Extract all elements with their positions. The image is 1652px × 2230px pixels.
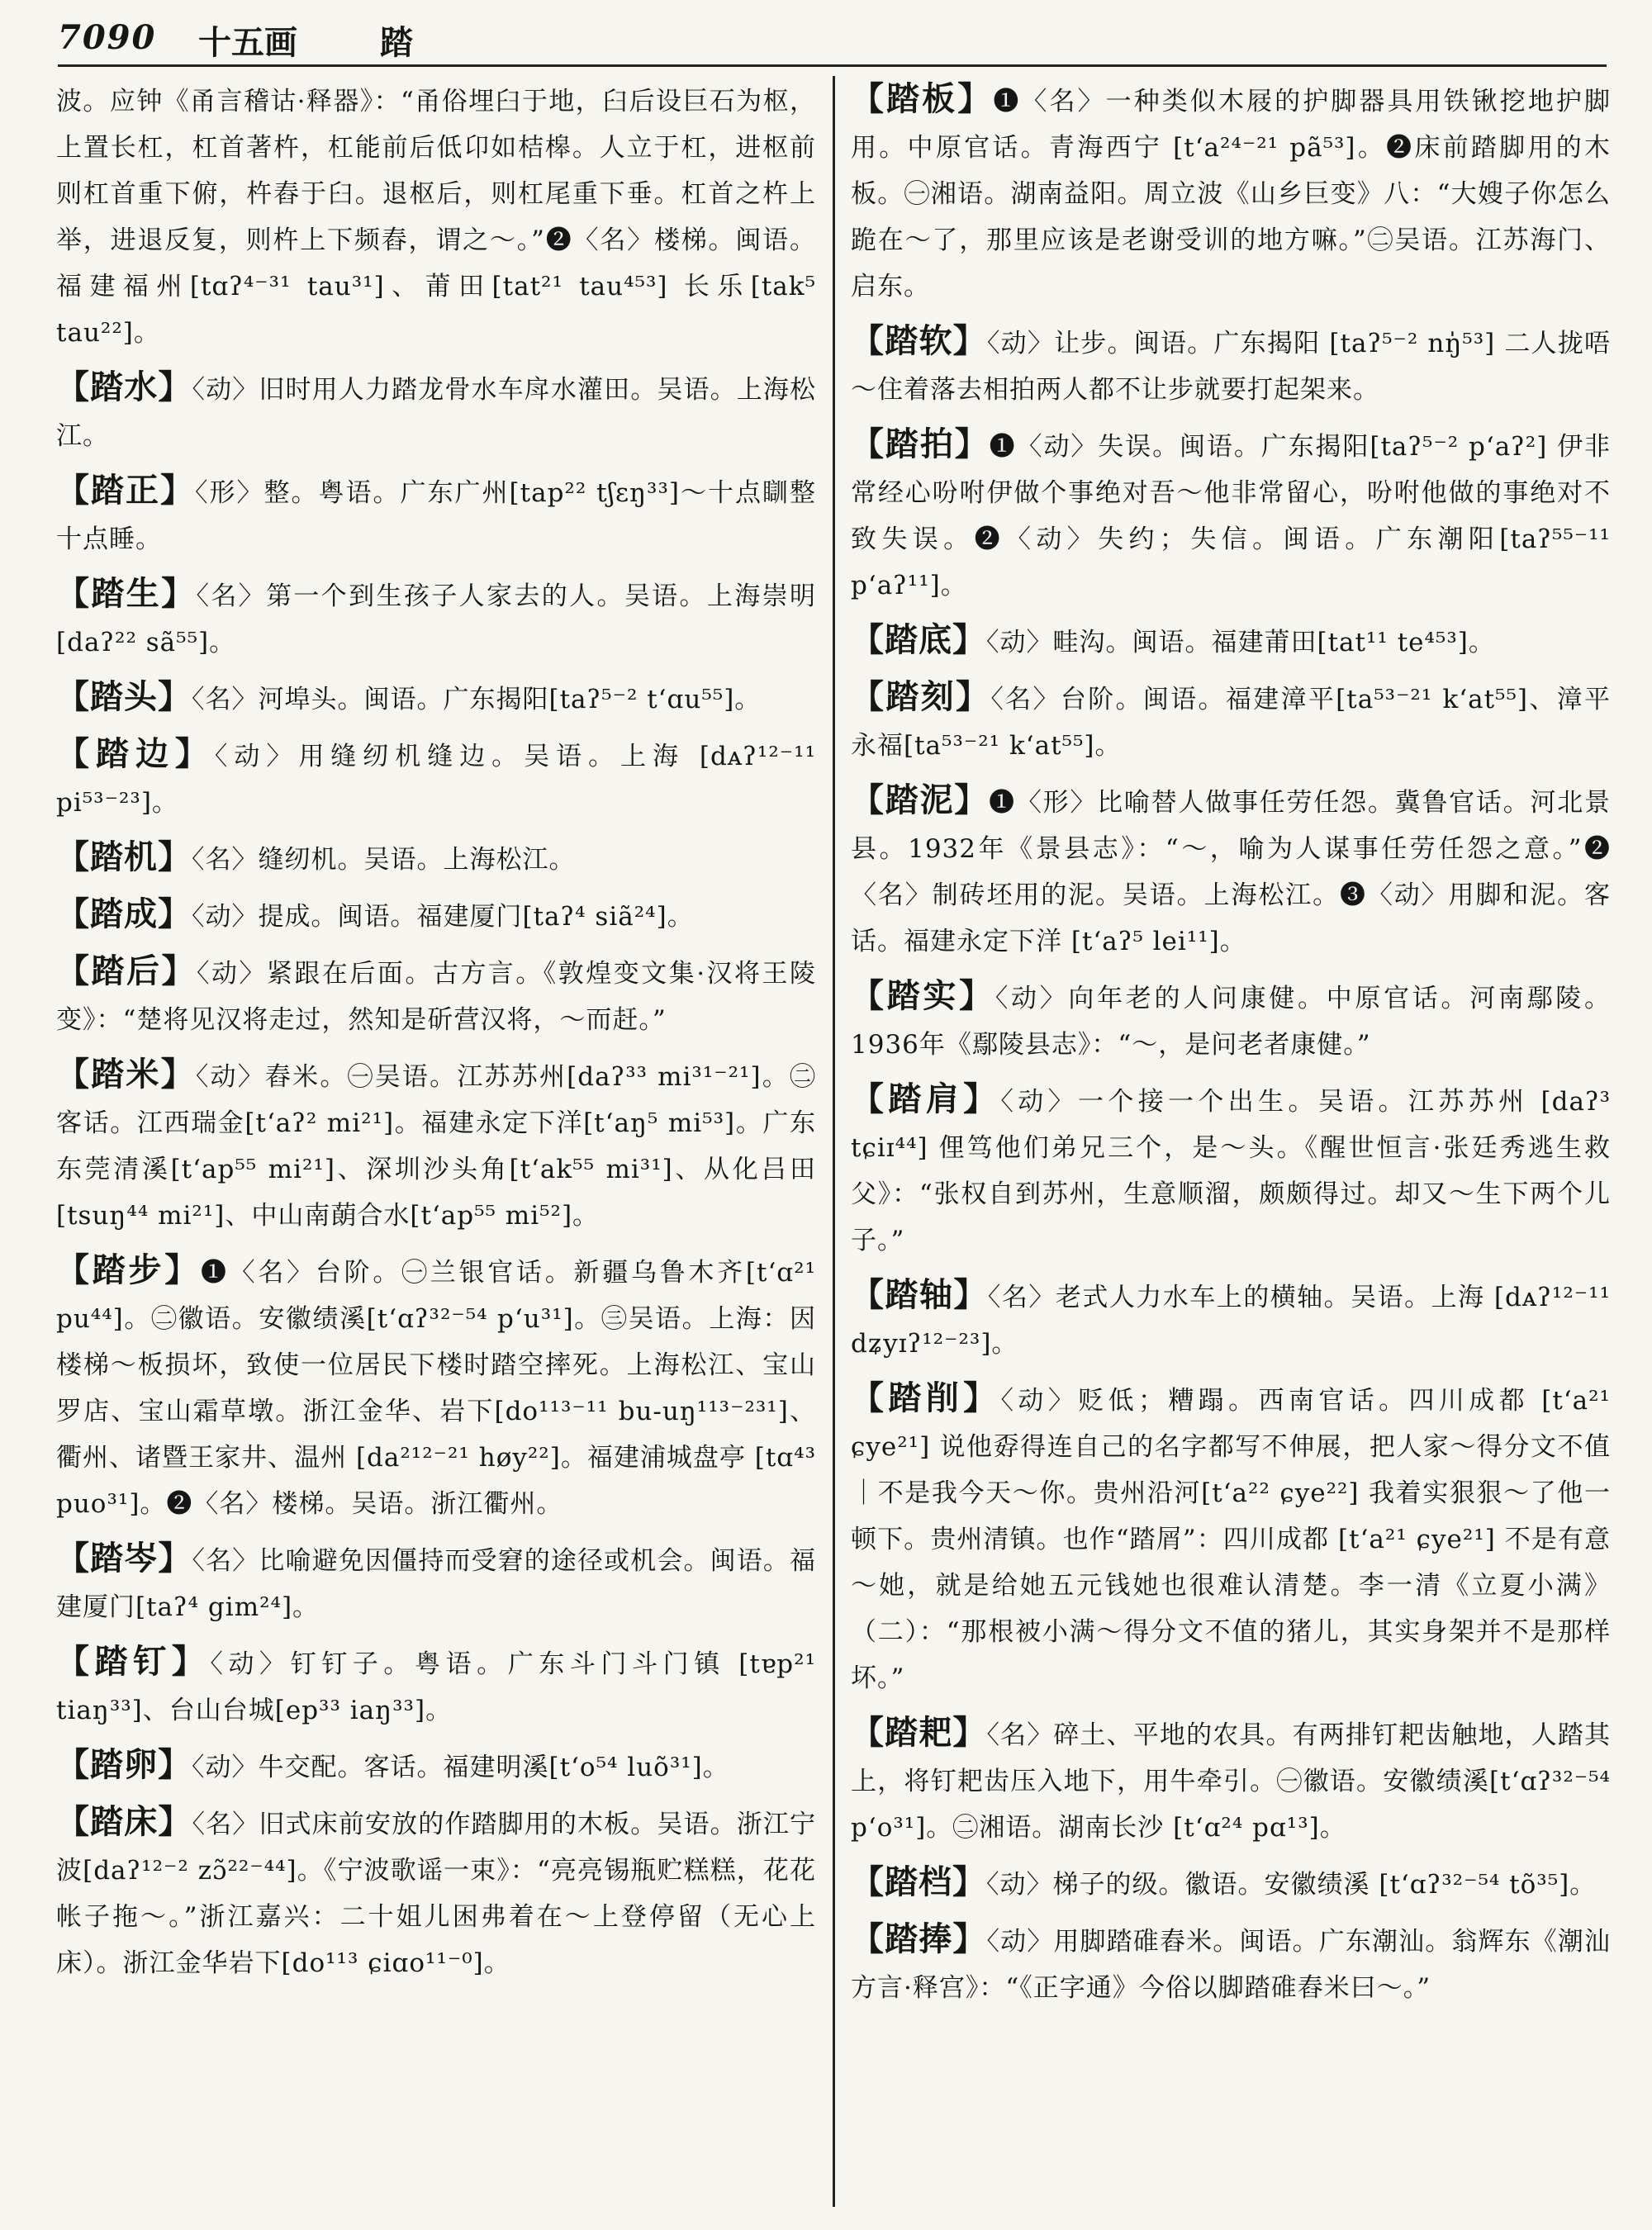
- entry: [56, 834, 816, 883]
- entry-headword: 【踏捧】: [851, 1919, 987, 1958]
- entry: [56, 948, 816, 1043]
- entry-text: 〈动〉用脚踏碓舂米。闽语。广东潮汕。翁辉东《潮汕方言·释宫》：“《正字通》今俗以脚踏碓舂米曰～。”: [851, 1927, 1611, 2003]
- entry-headword: 【踏拍】: [851, 425, 990, 463]
- entry-text: ❶〈名〉一种类似木屐的护脚器具用铁锹挖地护脚用。中原官话。青海西宁 [t‘a²⁴⁻²¹ pã⁵³]。❷床前踏脚用的木板。㊀湘语。湖南益阳。周立波《山乡巨变》八：“大嫂子你怎么跪在～了，那里应该是老谢受训的地方嘛。”㊁吴语。江苏海门、启东。: [851, 87, 1611, 301]
- entry-headword: 【踏肩】: [851, 1079, 1001, 1118]
- entry-text: ❶〈名〉台阶。㊀兰银官话。新疆乌鲁木齐[t‘ɑ²¹ pu⁴⁴]。㊁徽语。安徽绩溪[t‘ɑʔ³²⁻⁵⁴ p‘u³¹]。㊂吴语。上海：因楼梯～板损坏，致使一位居民下楼时踏空摔死。上海松江、宝山罗店、宝山霜草墩。浙江金华、岩下[do¹¹³⁻¹¹ bu-uŋ¹¹³⁻²³¹]、衢州、诸暨王家井、温州 [da²¹²⁻²¹ høy²²]。福建浦城盘亭 [tɑ⁴³ puo³¹]。❷〈名〉楼梯。吴语。浙江衢州。: [56, 1258, 816, 1519]
- entry-text: 〈动〉舂米。㊀吴语。江苏苏州[daʔ³³ mi³¹⁻²¹]。㊁客话。江西瑞金[t‘aʔ² mi²¹]。福建永定下洋[t‘aŋ⁵ mi⁵³]。广东东莞清溪[t‘ap⁵⁵ mi²¹]、深圳沙头角[t‘ak⁵⁵ mi³¹]、从化吕田[tsuŋ⁴⁴ mi²¹]、中山南蓢合水[t‘ap⁵⁵ mi⁵²]。: [56, 1062, 816, 1231]
- entry-text: 〈名〉缝纫机。吴语。上海松江。: [192, 845, 576, 875]
- left-column: [56, 76, 816, 2215]
- entry-headword: 【踏头】: [56, 677, 192, 716]
- entry-headword: 【踏底】: [851, 620, 986, 659]
- entry-headword: 【踏水】: [56, 368, 192, 406]
- entry-headword: 【踏米】: [56, 1055, 196, 1094]
- head-character: 踏: [380, 23, 413, 62]
- entry: [851, 1076, 1611, 1264]
- entry: [851, 1710, 1611, 1851]
- entry-text: 〈动〉牛交配。客话。福建明溪[t‘o⁵⁴ luõ³¹]。: [192, 1753, 729, 1782]
- entry-headword: 【踏后】: [56, 951, 197, 990]
- entry: [56, 891, 816, 940]
- entry-headword: 【踏机】: [56, 837, 192, 876]
- entry-text: 〈动〉畦沟。闽语。福建莆田[tat¹¹ te⁴⁵³]。: [986, 628, 1495, 657]
- entry-headword: 【踏软】: [851, 321, 987, 360]
- entry: [56, 467, 816, 562]
- entry-text: 〈动〉钉钉子。粤语。广东斗门斗门镇 [tɐp²¹ tiaŋ³³]、台山台城[ep³³ iaŋ³³]。: [56, 1649, 816, 1725]
- entry-headword: 【踏成】: [56, 894, 192, 933]
- entry-text: 〈名〉碎土、平地的农具。有两排钉耙齿触地，人踏其上，将钉耙齿压入地下，用牛牵引。㊀徽语。安徽绩溪[t‘ɑʔ³²⁻⁵⁴ p‘o³¹]。㊁湘语。湖南长沙 [t‘ɑ²⁴ pɑ¹³]。: [851, 1720, 1611, 1843]
- entry-headword: 【踏刻】: [851, 677, 991, 716]
- entry: [851, 421, 1611, 609]
- entry: [851, 617, 1611, 666]
- entry: [851, 1375, 1611, 1701]
- entry-headword: 【踏实】: [851, 976, 995, 1015]
- entry-text: 波。应钟《甬言稽诂·释器》：“甬俗埋臼于地，臼后设巨石为枢，上置长杠，杠首著杵，杠能前后低卬如桔槔。人立于杠，进枢前则杠首重下俯，杵舂于臼。退枢后，则杠尾重下垂。杠首之杵上举，进退反复，则杵上下频舂，谓之～。”❷〈名〉楼梯。闽语。福建福州[tɑʔ⁴⁻³¹ tau³¹]、莆田[tat²¹ tau⁴⁵³] 长乐[tak⁵ tau²²]。: [56, 87, 816, 348]
- entry-headword: 【踏边】: [56, 734, 215, 773]
- entry-text: 〈名〉比喻避免因僵持而受窘的途径或机会。闽语。福建厦门[taʔ⁴ gim²⁴]。: [56, 1546, 816, 1622]
- entry-text: ❶〈形〉比喻替人做事任劳任怨。冀鲁官话。河北景县。1932年《景县志》：“～，喻为人谋事任劳任怨之意。”❷〈名〉制砖坯用的泥。吴语。上海松江。❸〈动〉用脚和泥。客话。福建永定下洋 [t‘aʔ⁵ lei¹¹]。: [851, 788, 1611, 956]
- entry-text: 〈形〉整。粤语。广东广州[tap²² tʃɛŋ³³]～十点瞓整十点睡。: [56, 478, 816, 554]
- entry-text: 〈动〉贬低；糟蹋。西南官话。四川成都 [t‘a²¹ ɕye²¹] 说他孬得连自己的名字都写不伸展，把人家～得分文不值｜不是我今天～你。贵州沿河[t‘a²² ɕye²²] 我着实狠狠～了他一顿下。贵州清镇。也作“踏屑”：四川成都 [t‘a²¹ ɕye²¹] 不是有意～她，就是给她五元钱她也很难认清楚。李一清《立夏小满》（二）：“那根被小满～得分文不值的猪儿，其实身架并不是那样坏。”: [851, 1386, 1611, 1693]
- entry: [851, 1916, 1611, 2011]
- entry-headword: 【踏正】: [56, 471, 196, 510]
- entry-headword: 【踏轴】: [851, 1275, 988, 1314]
- entry-text: 〈名〉老式人力水车上的横轴。吴语。上海 [dᴀʔ¹²⁻¹¹ dʑyɪʔ¹²⁻²³]。: [851, 1283, 1611, 1359]
- entry: [56, 76, 816, 356]
- entry-headword: 【踏步】: [56, 1250, 201, 1289]
- entry-headword: 【踏生】: [56, 574, 197, 613]
- entry-text: 〈名〉第一个到生孩子人家去的人。吴语。上海崇明[daʔ²² sã⁵⁵]。: [56, 581, 816, 657]
- entry: [56, 1051, 816, 1239]
- entry-text: 〈动〉旧时用人力踏龙骨水车戽水灌田。吴语。上海松江。: [56, 375, 816, 451]
- entry-text: 〈动〉一个接一个出生。吴语。江苏苏州 [daʔ³ tɕiɪ⁴⁴] 俚笃他们弟兄三个，是～头。《醒世恒言·张廷秀逃生救父》：“张权自到苏州，生意顺溜，颇颇得过。却又～生下两个儿子。”: [851, 1087, 1611, 1255]
- entry-text: 〈动〉让步。闽语。广东揭阳 [taʔ⁵⁻² nŋ̍⁵³] 二人拢唔～住着落去相拍两人都不让步就要打起架来。: [851, 329, 1611, 405]
- entry-headword: 【踏卵】: [56, 1745, 192, 1784]
- entry-headword: 【踏档】: [851, 1862, 986, 1901]
- entry-text: 〈动〉梯子的级。徽语。安徽绩溪 [t‘ɑʔ³²⁻⁵⁴ tõ³⁵]。: [986, 1870, 1597, 1900]
- stroke-section: 十五画: [198, 23, 297, 62]
- entry-text: 〈名〉河埠头。闽语。广东揭阳[taʔ⁵⁻² t‘ɑu⁵⁵]。: [192, 685, 762, 714]
- page-number: 7090: [58, 18, 157, 57]
- entry-text: 〈动〉用缝纫机缝边。吴语。上海 [dᴀʔ¹²⁻¹¹ pi⁵³⁻²³]。: [56, 742, 816, 818]
- entry-text: 〈名〉台阶。闽语。福建漳平[ta⁵³⁻²¹ k‘at⁵⁵]、漳平永福[ta⁵³⁻²¹ k‘at⁵⁵]。: [851, 685, 1611, 761]
- entry: [851, 1272, 1611, 1367]
- entry-headword: 【踏钉】: [56, 1642, 211, 1681]
- column-divider: [833, 76, 835, 2207]
- entry: [851, 318, 1611, 413]
- page-header: [58, 15, 1594, 68]
- entry: [56, 1799, 816, 1986]
- entry-headword: 【踏床】: [56, 1802, 192, 1841]
- entry-headword: 【踏耙】: [851, 1713, 987, 1752]
- entry: [56, 1742, 816, 1791]
- entry: [56, 674, 816, 723]
- entry: [851, 76, 1611, 310]
- right-column: [851, 76, 1611, 2215]
- entry: [56, 731, 816, 826]
- entry-text: 〈动〉提成。闽语。福建厦门[taʔ⁴ siã²⁴]。: [192, 902, 694, 932]
- entry: [851, 777, 1611, 965]
- entry-text: 〈名〉旧式床前安放的作踏脚用的木板。吴语。浙江宁波[daʔ¹²⁻² zɔ̃²²⁻⁴⁴]。《宁波歌谣一束》：“亮亮锡瓶贮糕糕，花花帐子拖～。”浙江嘉兴：二十姐儿困弗着在～上登停留（无心上床）。浙江金华岩下[do¹¹³ ɕiɑo¹¹⁻⁰]。: [56, 1810, 816, 1978]
- entry: [851, 1859, 1611, 1908]
- entry-headword: 【踏岑】: [56, 1539, 192, 1578]
- entry: [851, 674, 1611, 769]
- entry-headword: 【踏泥】: [851, 780, 990, 819]
- entry-text: ❶〈动〉失误。闽语。广东揭阳[taʔ⁵⁻² p‘aʔ²] 伊非常经心吩咐伊做个事绝对吾～他非常留心，吩咐他做的事绝对不致失误。❷〈动〉失约；失信。闽语。广东潮阳[taʔ⁵⁵⁻¹¹ p‘aʔ¹¹]。: [851, 432, 1611, 600]
- entry: [851, 973, 1611, 1068]
- entry-headword: 【踏削】: [851, 1378, 1001, 1417]
- entry: [56, 1535, 816, 1630]
- entry: [56, 1247, 816, 1527]
- entry: [56, 1639, 816, 1734]
- entry: [56, 571, 816, 666]
- entry: [56, 364, 816, 459]
- entry-text: 〈动〉向年老的人问康健。中原官话。河南鄢陵。1936年《鄢陵县志》：“～，是问老者康健。”: [851, 984, 1611, 1060]
- header-rule: [58, 64, 1607, 67]
- entry-text: 〈动〉紧跟在后面。古方言。《敦煌变文集·汉将王陵变》：“楚将见汉将走过，然知是斫营汉将，～而赶。”: [56, 959, 816, 1035]
- entry-headword: 【踏板】: [851, 79, 994, 118]
